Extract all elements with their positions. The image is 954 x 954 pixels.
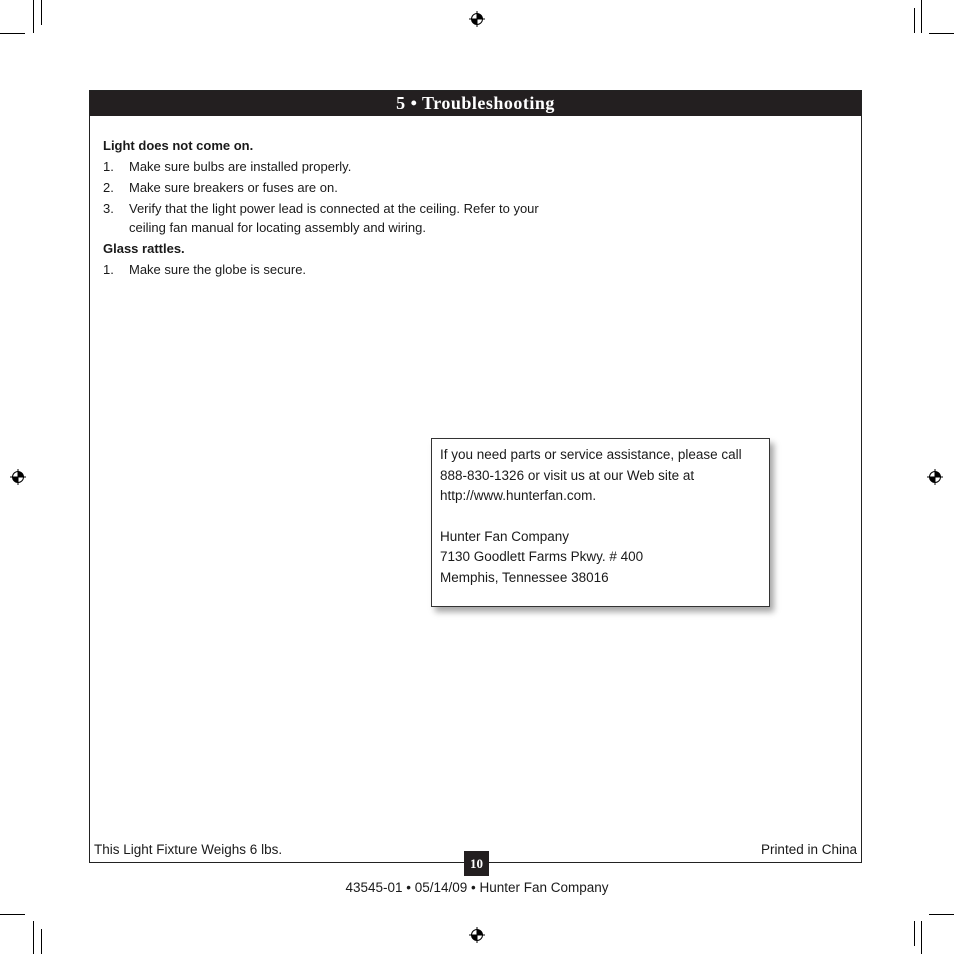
list-item: [103, 178, 553, 197]
registration-mark-icon: [927, 469, 943, 485]
item-number: 3.: [103, 201, 114, 216]
crop-mark: [929, 33, 954, 34]
problem-heading: Light does not come on.: [103, 138, 254, 153]
company-name: Hunter Fan Company: [440, 528, 570, 544]
item-text: Make sure breakers or fuses are on.: [129, 180, 338, 195]
list-item: [103, 260, 553, 279]
item-text: Make sure bulbs are installed properly.: [129, 159, 352, 174]
item-number: 2.: [103, 180, 114, 195]
website-link[interactable]: http://www.hunterfan.com.: [440, 488, 597, 503]
crop-mark: [921, 921, 922, 954]
contact-line: 888-830-1326 or visit us at our Web site at: [440, 467, 695, 483]
address-line: Memphis, Tennessee 38016: [440, 569, 609, 585]
document-id: 43545-01 • 05/14/09 • Hunter Fan Company: [345, 880, 609, 895]
crop-mark: [0, 33, 25, 34]
crop-mark: [33, 0, 34, 33]
item-number: 1.: [103, 159, 114, 174]
list-item: [103, 157, 553, 176]
registration-mark-icon: [10, 469, 26, 485]
troubleshooting-list: [103, 135, 553, 281]
printed-origin: Printed in China: [760, 842, 857, 857]
problem-heading: Glass rattles.: [103, 241, 185, 256]
crop-mark: [921, 0, 922, 33]
item-number: 1.: [103, 262, 114, 277]
crop-mark: [914, 8, 915, 33]
service-contact-box: [431, 438, 770, 607]
crop-mark: [914, 921, 915, 946]
item-text: Make sure the globe is secure.: [129, 262, 307, 277]
crop-mark: [0, 914, 25, 915]
fixture-weight: This Light Fixture Weighs 6 lbs.: [94, 842, 283, 857]
crop-mark: [929, 914, 954, 915]
contact-line: If you need parts or service assistance, please call: [440, 447, 742, 462]
page-number: 10: [464, 851, 489, 876]
crop-mark: [33, 921, 34, 954]
item-text: Verify that the light power lead is connected at the ceiling. Refer to your ceiling fan manual for locating assembly and wiring.: [129, 201, 539, 235]
section-title: 5 • Troubleshooting: [90, 91, 861, 116]
registration-mark-icon: [469, 927, 485, 943]
address-line: 7130 Goodlett Farms Pkwy. # 400: [440, 549, 644, 564]
crop-mark: [41, 0, 42, 25]
crop-mark: [41, 929, 42, 954]
list-item: [103, 199, 553, 237]
registration-mark-icon: [469, 11, 485, 27]
